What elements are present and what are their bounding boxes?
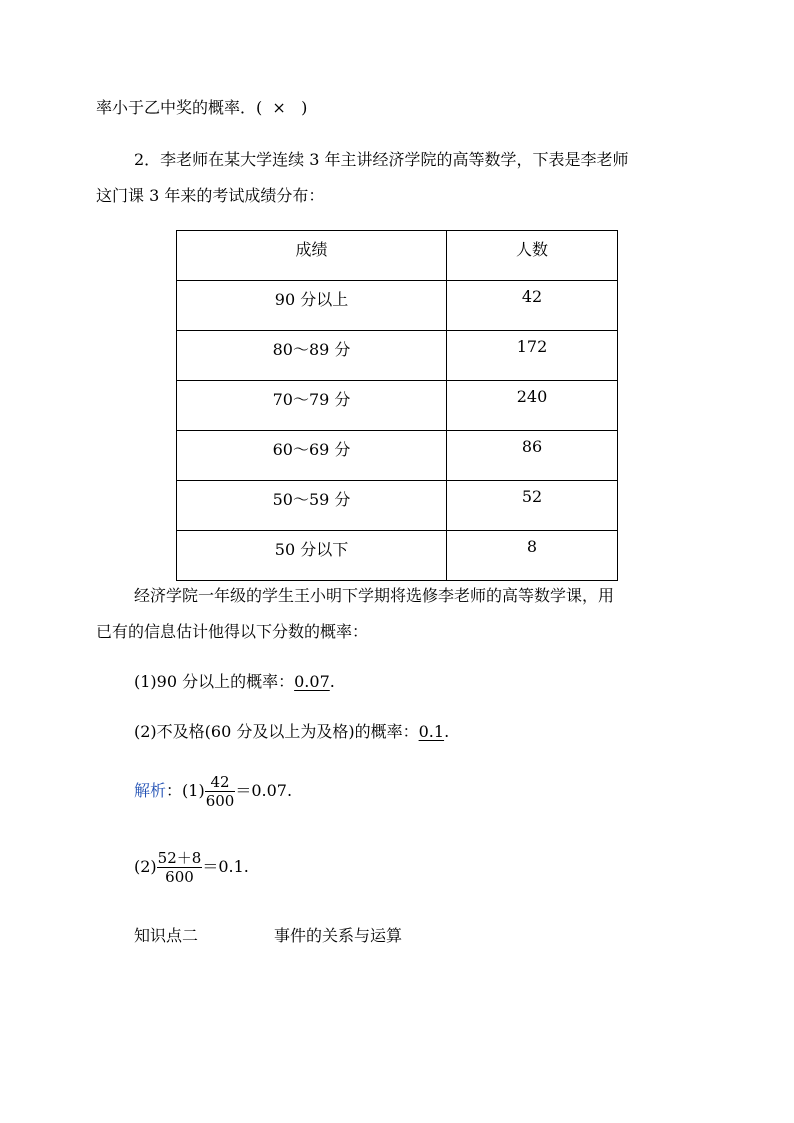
- fraction-2: $\frac{52+8}{600}$: [157, 849, 202, 886]
- count-cell: 240: [447, 381, 618, 431]
- score-range-cell: 90 分以上: [177, 281, 447, 331]
- count-cell: 86: [447, 431, 618, 481]
- close-paren: ): [301, 98, 308, 117]
- fraction-1: $\frac{42}{600}$: [205, 773, 235, 810]
- score-range-cell: 80～89 分: [177, 331, 447, 381]
- count-cell: 172: [447, 331, 618, 381]
- score-range-cell: 50 分以下: [177, 531, 447, 581]
- solution-1: 解析：(1) $\frac{42}{600}$ ＝0.07.: [134, 773, 293, 810]
- answer-2-value: 0.1: [418, 722, 445, 741]
- continuation-text: 率小于乙中奖的概率．(: [96, 98, 263, 117]
- table-row: [177, 331, 618, 381]
- score-range-cell: 50～59 分: [177, 481, 447, 531]
- table-row: [177, 381, 618, 431]
- section-label: 知识点二: [134, 926, 199, 945]
- solution-2: (2) $\frac{52+8}{600}$ ＝0.1.: [134, 849, 249, 886]
- answer-1: (1)90 分以上的概率：0.07.: [134, 672, 335, 691]
- section-title: 事件的关系与运算: [274, 926, 403, 945]
- line-continuation: [96, 98, 307, 118]
- table-row: [177, 481, 618, 531]
- count-cell: 52: [447, 481, 618, 531]
- header-score: 成绩: [177, 231, 447, 281]
- question-2-line-2: 这门课 3 年来的考试成绩分布：: [96, 186, 325, 205]
- table-row: [177, 431, 618, 481]
- count-cell: 8: [447, 531, 618, 581]
- paragraph-line-1: 经济学院一年级的学生王小明下学期将选修李老师的高等数学课，用: [134, 586, 615, 605]
- solution-label: 解析: [134, 781, 167, 800]
- answer-2: (2)不及格(60 分及以上为及格)的概率：0.1.: [134, 722, 450, 741]
- table-row: [177, 531, 618, 581]
- score-range-cell: 70～79 分: [177, 381, 447, 431]
- paragraph-line-2: 已有的信息估计他得以下分数的概率：: [96, 622, 369, 641]
- false-mark: ×: [272, 98, 286, 117]
- section-heading: [134, 926, 402, 946]
- score-distribution-table: [176, 230, 618, 581]
- table-row: [177, 281, 618, 331]
- table-header-row: [177, 231, 618, 281]
- score-range-cell: 60～69 分: [177, 431, 447, 481]
- question-2-line-1: 2．李老师在某大学连续 3 年主讲经济学院的高等数学，下表是李老师: [134, 150, 629, 169]
- header-count: 人数: [447, 231, 618, 281]
- count-cell: 42: [447, 281, 618, 331]
- answer-1-value: 0.07: [294, 672, 330, 691]
